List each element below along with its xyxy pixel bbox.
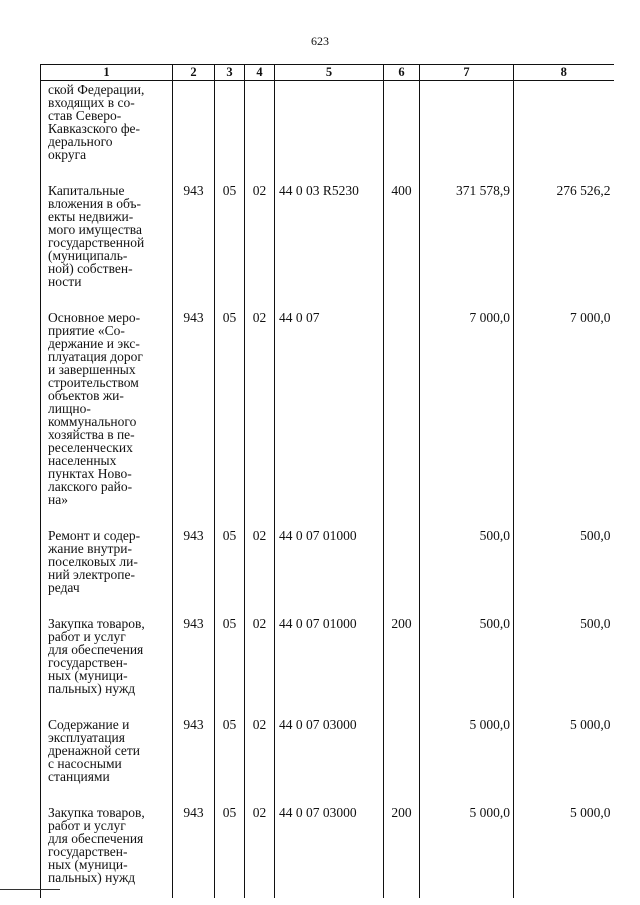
row-name-line: работ и услуг [48, 818, 126, 833]
row-name-line: пунктах Ново- [48, 466, 132, 481]
row-name-line: лищно- [48, 401, 91, 416]
amount-year-1-cell: 500,0 [420, 610, 514, 711]
table-row [41, 522, 614, 610]
row-name-line: на» [48, 492, 68, 507]
target-article-cell: 44 0 07 03000 [275, 711, 384, 799]
amount-year-2-cell: 5 000,0 [514, 799, 614, 898]
row-name-line: государственной [48, 235, 145, 250]
amount-year-2-cell: 276 526,2 [514, 177, 614, 304]
target-article-cell: 44 0 07 01000 [275, 610, 384, 711]
department-code-cell: 943 [173, 610, 215, 711]
row-name-line: редач [48, 580, 80, 595]
row-name-line: Основное меро- [48, 310, 141, 325]
section-code-cell: 05 [215, 522, 245, 610]
page-number: 623 [311, 34, 329, 48]
row-name-cell [41, 711, 173, 799]
table-header [41, 65, 614, 81]
department-code-cell: 943 [173, 799, 215, 898]
amount-year-2-cell: 5 000,0 [514, 711, 614, 799]
row-name-line: Ремонт и содер- [48, 528, 141, 543]
header-cell-6: 6 [384, 65, 420, 81]
row-name-line: жание внутри- [48, 541, 133, 556]
row-name-line: мого имущества [48, 222, 142, 237]
row-name-line: Содержание и [48, 717, 130, 732]
row-name-line: плуатация дорог [48, 349, 143, 364]
row-name-line: дерального [48, 134, 113, 149]
table-row [41, 81, 614, 178]
amount-year-2-cell: 500,0 [514, 610, 614, 711]
row-name-line: екты недвижи- [48, 209, 134, 224]
target-article-cell: 44 0 07 01000 [275, 522, 384, 610]
row-name-line: ности [48, 274, 82, 289]
expense-type-cell [384, 81, 420, 178]
row-name-line: эксплуатация [48, 730, 125, 745]
row-name-line: Кавказского фе- [48, 121, 141, 136]
department-code-cell: 943 [173, 304, 215, 522]
table-row [41, 177, 614, 304]
row-name-cell [41, 610, 173, 711]
section-code-cell [215, 81, 245, 178]
section-code-cell: 05 [215, 799, 245, 898]
row-name-line: ской Федерации, [48, 82, 145, 97]
budget-table [40, 64, 614, 898]
table-body [41, 81, 614, 899]
target-article-cell: 44 0 07 03000 [275, 799, 384, 898]
row-name-line: и завершенных [48, 362, 136, 377]
section-code-cell: 05 [215, 304, 245, 522]
row-name-line: Капитальные [48, 183, 125, 198]
expense-type-cell [384, 304, 420, 522]
row-name-line: поселковых ли- [48, 554, 138, 569]
department-code-cell [173, 81, 215, 178]
row-name-line: пальных) нужд [48, 870, 136, 885]
table-row [41, 610, 614, 711]
header-cell-4: 4 [245, 65, 275, 81]
amount-year-1-cell: 7 000,0 [420, 304, 514, 522]
expense-type-cell [384, 711, 420, 799]
row-name-line: став Северо- [48, 108, 122, 123]
department-code-cell: 943 [173, 711, 215, 799]
header-cell-2: 2 [173, 65, 215, 81]
row-name-line: ний электропе- [48, 567, 135, 582]
row-name-line: Закупка товаров, [48, 805, 145, 820]
subsection-code-cell: 02 [245, 177, 275, 304]
row-name-line: ных (муници- [48, 857, 128, 872]
row-name-line: дренажной сети [48, 743, 141, 758]
row-name-line: входящих в со- [48, 95, 135, 110]
row-name-line: населенных [48, 453, 117, 468]
table-row [41, 799, 614, 898]
row-name-line: работ и услуг [48, 629, 126, 644]
row-name-line: государствен- [48, 844, 128, 859]
row-name-line: государствен- [48, 655, 128, 670]
department-code-cell: 943 [173, 522, 215, 610]
table-row [41, 304, 614, 522]
row-name-line: Закупка товаров, [48, 616, 145, 631]
row-name-line: объектов жи- [48, 388, 124, 403]
amount-year-2-cell [514, 81, 614, 178]
row-name-cell [41, 799, 173, 898]
section-code-cell: 05 [215, 711, 245, 799]
row-name-line: для обеспечения [48, 642, 144, 657]
amount-year-1-cell: 371 578,9 [420, 177, 514, 304]
row-name-line: коммунального [48, 414, 137, 429]
department-code-cell: 943 [173, 177, 215, 304]
row-name-line: приятие «Со- [48, 323, 125, 338]
header-cell-5: 5 [275, 65, 384, 81]
expense-type-cell: 200 [384, 610, 420, 711]
amount-year-1-cell: 5 000,0 [420, 711, 514, 799]
amount-year-2-cell: 7 000,0 [514, 304, 614, 522]
row-name-line: пальных) нужд [48, 681, 136, 696]
row-name-line: реселенческих [48, 440, 133, 455]
header-cell-3: 3 [215, 65, 245, 81]
row-name-line: с насосными [48, 756, 122, 771]
subsection-code-cell [245, 81, 275, 178]
subsection-code-cell: 02 [245, 522, 275, 610]
row-name-cell [41, 522, 173, 610]
target-article-cell: 44 0 07 [275, 304, 384, 522]
row-name-line: округа [48, 147, 87, 162]
row-name-line: хозяйства в пе- [48, 427, 135, 442]
row-name-line: лакского райо- [48, 479, 133, 494]
table-row [41, 711, 614, 799]
section-code-cell: 05 [215, 177, 245, 304]
row-name-line: для обеспечения [48, 831, 144, 846]
row-name-line: строительством [48, 375, 139, 390]
section-code-cell: 05 [215, 610, 245, 711]
row-name-line: держание и экс- [48, 336, 140, 351]
row-name-cell [41, 81, 173, 178]
amount-year-2-cell: 500,0 [514, 522, 614, 610]
header-cell-1: 1 [41, 65, 173, 81]
header-cell-8: 8 [514, 65, 614, 81]
row-name-line: ной) собствен- [48, 261, 133, 276]
row-name-line: ных (муници- [48, 668, 128, 683]
row-name-cell [41, 177, 173, 304]
header-cell-7: 7 [420, 65, 514, 81]
amount-year-1-cell: 5 000,0 [420, 799, 514, 898]
row-name-cell [41, 304, 173, 522]
row-name-line: (муниципаль- [48, 248, 128, 263]
amount-year-1-cell [420, 81, 514, 178]
expense-type-cell: 400 [384, 177, 420, 304]
expense-type-cell: 200 [384, 799, 420, 898]
amount-year-1-cell: 500,0 [420, 522, 514, 610]
target-article-cell [275, 81, 384, 178]
subsection-code-cell: 02 [245, 304, 275, 522]
subsection-code-cell: 02 [245, 610, 275, 711]
target-article-cell: 44 0 03 R5230 [275, 177, 384, 304]
subsection-code-cell: 02 [245, 799, 275, 898]
margin-mark [0, 889, 60, 890]
row-name-line: станциями [48, 769, 110, 784]
subsection-code-cell: 02 [245, 711, 275, 799]
expense-type-cell [384, 522, 420, 610]
row-name-line: вложения в объ- [48, 196, 142, 211]
